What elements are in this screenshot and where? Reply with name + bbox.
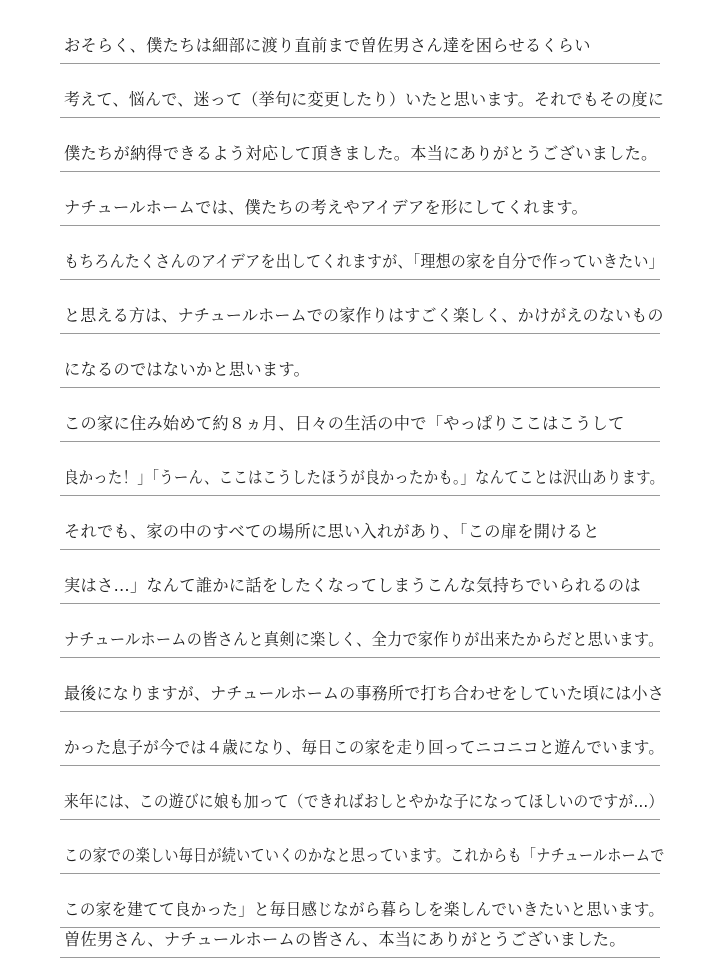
letter-line [60, 928, 660, 958]
letter-line [60, 604, 664, 658]
letter-line-text: この家に住み始めて約８ヵ月、日々の生活の中で「やっぱりここはこうして [64, 414, 625, 433]
letter-line [60, 874, 664, 928]
letter-line [60, 712, 664, 766]
letter-line-text: 曽佐男さん、ナチュールホームの皆さん、本当にありがとうございました。 [64, 930, 626, 949]
letter-line-text: と思える方は、ナチュールホームでの家作りはすごく楽しく、かけがえのないもの [64, 306, 664, 325]
letter-line [60, 334, 660, 388]
letter-line [60, 766, 664, 820]
letter-line-text: 最後になりますが、ナチュールホームの事務所で打ち合わせをしていた頃には小さ [64, 684, 664, 703]
letter-line-text: 実はさ…」なんて誰かに話をしたくなってしまうこんな気持ちでいられるのは [64, 576, 641, 595]
letter-line [60, 226, 664, 280]
letter-line [60, 658, 664, 712]
letter-line-text: ナチュールホームの皆さんと真剣に楽しく、全力で家作りが出来たからだと思います。 [64, 630, 664, 649]
letter-line-text: それでも、家の中のすべての場所に思い入れがあり、「この扉を開けると [64, 522, 600, 541]
letter-line-text: もちろんたくさんのアイデアを出してくれますが、「理想の家を自分で作っていきたい」 [64, 252, 664, 271]
letter-line [60, 442, 665, 496]
letter-line-text: 考えて、悩んで、迷って（挙句に変更したり）いたと思います。それでもその度に [64, 90, 665, 109]
letter-line [60, 118, 660, 172]
letter-line [60, 10, 660, 64]
letter-line [60, 388, 660, 442]
letter-line [60, 172, 660, 226]
letter-line-text: 来年には、この遊びに娘も加って（できればおしとやかな子になってほしいのですが…） [64, 792, 664, 811]
letter-line [60, 550, 660, 604]
letter-line-text: になるのではないかと思います。 [64, 360, 311, 379]
letter-line [60, 820, 665, 874]
letter-line-text: かった息子が今では４歳になり、毎日この家を走り回ってニコニコと遊んでいます。 [64, 738, 664, 757]
letter-line [60, 496, 660, 550]
letter-line-text: 僕たちが納得できるよう対応して頂きました。本当にありがとうございました。 [64, 144, 658, 163]
letter-line [60, 280, 664, 334]
letter-line-text: この家を建てて良かった」と毎日感じながら暮らしを楽しんでいきたいと思います。 [64, 900, 664, 919]
letter-line [60, 64, 665, 118]
letter-line-text: ナチュールホームでは、僕たちの考えやアイデアを形にしてくれます。 [64, 198, 589, 217]
letter-line-text: 良かった！」「うーん、ここはこうしたほうが良かったかも。」なんてことは沢山あります。 [64, 468, 665, 487]
letter-line-text: おそらく、僕たちは細部に渡り直前まで曽佐男さん達を困らせるくらい [64, 36, 591, 55]
letter-line-text: この家での楽しい毎日が続いていくのかなと思っています。これからも「ナチュールホームで [64, 846, 665, 865]
